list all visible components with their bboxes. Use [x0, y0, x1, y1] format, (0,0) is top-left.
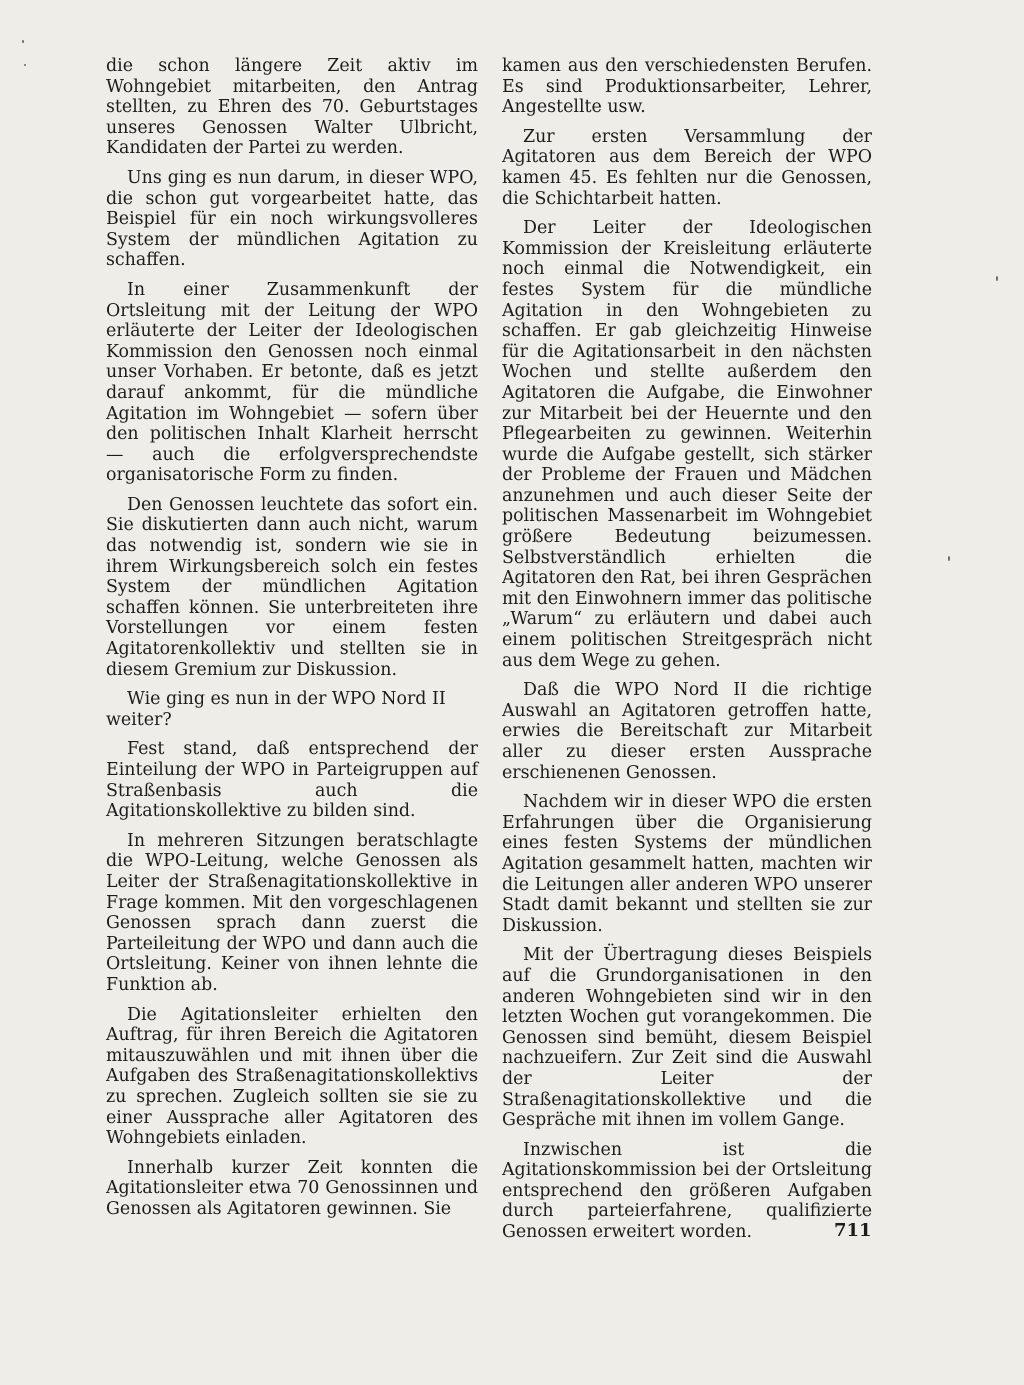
scan-speck — [996, 276, 998, 281]
paragraph: Daß die WPO Nord II die richtige Auswahl an Agitatoren getroffen hatte, erwies die Bereitschaft zur Mitarbeit aller zu dieser ersten Aussprache erschienenen Genossen. — [502, 680, 872, 783]
paragraph: Der Leiter der Ideologischen Kommission der Kreisleitung erläuterte noch einmal die Notwendigkeit, ein festes System für die mündliche Agitation in den Wohngebieten zu schaffen. Er gab gleichzeitig Hinweise für die Agitationsarbeit in den nächsten Wochen und stellte außerdem den Agitatoren die Aufgabe, die Einwohner zur Mitarbeit bei der Heuernte und den Pflegearbeiten zu gewinnen. Weiterhin wurde die Aufgabe gestellt, sich stärker der Probleme der Frauen und Mädchen anzunehmen und auch dieser Seite der politischen Massenarbeit im Wohngebiet größere Bedeutung beizumessen. Selbstverständlich erhielten die Agitatoren den Rat, bei ihren Gesprächen mit den Einwohnern immer das politische „Warum“ zu erläutern und dabei auch einem politischen Streitgespräch nicht aus dem Wege zu gehen. — [502, 218, 872, 671]
scan-speck — [22, 40, 24, 43]
paragraph: Innerhalb kurzer Zeit konnten die Agitationsleiter etwa 70 Genossinnen und Genossen als Agitatoren gewinnen. Sie — [106, 1157, 478, 1219]
scan-speck — [24, 64, 26, 66]
paragraph: Mit der Übertragung dieses Beispiels auf die Grundorganisationen in den anderen Wohngebieten sind wir in den letzten Wochen gut vorangekommen. Die Genossen sind bemüht, diesem Beispiel nachzueifern. Zur Zeit sind die Auswahl der Leiter der Straßenagitationskollektive und die Gespräche mit ihnen im vollem Gange. — [502, 945, 872, 1131]
paragraph: Den Genossen leuchtete das sofort ein. Sie diskutierten dann auch nicht, warum das notwendig ist, sondern wie sie in ihrem Wirkungsbereich solch ein festes System der mündlichen Agitation schaffen können. Sie unterbreiteten ihre Vorstellungen vor einem festen Agitatorenkollektiv und stellten sie in diesem Gremium zur Diskussion. — [106, 494, 478, 680]
paragraph: Inzwischen ist die Agitationskommission bei der Ortsleitung entsprechend den größeren Aufgaben durch parteierfahrene, qualifizierte Genossen erweitert worden. — [502, 1139, 872, 1243]
paragraph: die schon längere Zeit aktiv im Wohngebiet mitarbeiten, den Antrag stellten, zu Ehren des 70. Geburtstages unseres Genossen Walter Ulbricht, Kandidaten der Partei zu werden. — [106, 56, 478, 159]
paragraph: Uns ging es nun darum, in dieser WPO, die schon gut vorgearbeitet hatte, das Beispiel für ein noch wirkungsvolleres System der mündlichen Agitation zu schaffen. — [106, 167, 478, 271]
paragraph: Zur ersten Versammlung der Agitatoren aus dem Bereich der WPO kamen 45. Es fehlten nur die Genossen, die Schichtarbeit hatten. — [502, 126, 872, 209]
page-number: 711 — [834, 1220, 872, 1241]
paragraph: Nachdem wir in dieser WPO die ersten Erfahrungen über die Organisierung eines festen Systems der mündlichen Agitation gesammelt hatten, machten wir die Leitungen aller anderen WPO unserer Stadt damit bekannt und stellten sie zur Diskussion. — [502, 792, 872, 936]
left-column — [106, 56, 478, 1228]
paragraph: kamen aus den verschiedensten Berufen. Es sind Produktionsarbeiter, Lehrer, Angestellte usw. — [502, 56, 872, 118]
paragraph: Fest stand, daß entsprechend der Einteilung der WPO in Parteigruppen auf Straßenbasis auch die Agitationskollektive zu bilden sind. — [106, 739, 478, 822]
paragraph: Wie ging es nun in der WPO Nord II weiter? — [106, 689, 446, 730]
paragraph: In mehreren Sitzungen beratschlagte die WPO-Leitung, welche Genossen als Leiter der Straßenagitationskollektive in Frage kommen. Mit den vorgeschlagenen Genossen sprach dann zuerst die Parteileitung der WPO und dann auch die Ortsleitung. Keiner von ihnen lehnte die Funktion ab. — [106, 830, 478, 995]
right-column — [502, 56, 872, 1252]
scan-speck — [948, 556, 950, 561]
paragraph: Die Agitationsleiter erhielten den Auftrag, für ihren Bereich die Agitatoren mitauszuwählen und mit ihnen über die Aufgaben des Straßenagitationskollektivs zu sprechen. Zugleich sollten sie sie zu einer Aussprache aller Agitatoren des Wohngebiets einladen. — [106, 1004, 478, 1149]
paragraph: In einer Zusammenkunft der Ortsleitung mit der Leitung der WPO erläuterte der Leiter der Ideologischen Kommission den Genossen noch einmal unser Vorhaben. Er betonte, daß es jetzt darauf ankommt, für die mündliche Agitation im Wohngebiet — sofern über den politischen Inhalt Klarheit herrscht — auch die erfolgversprechendste organisatorische Form zu finden. — [106, 279, 478, 486]
